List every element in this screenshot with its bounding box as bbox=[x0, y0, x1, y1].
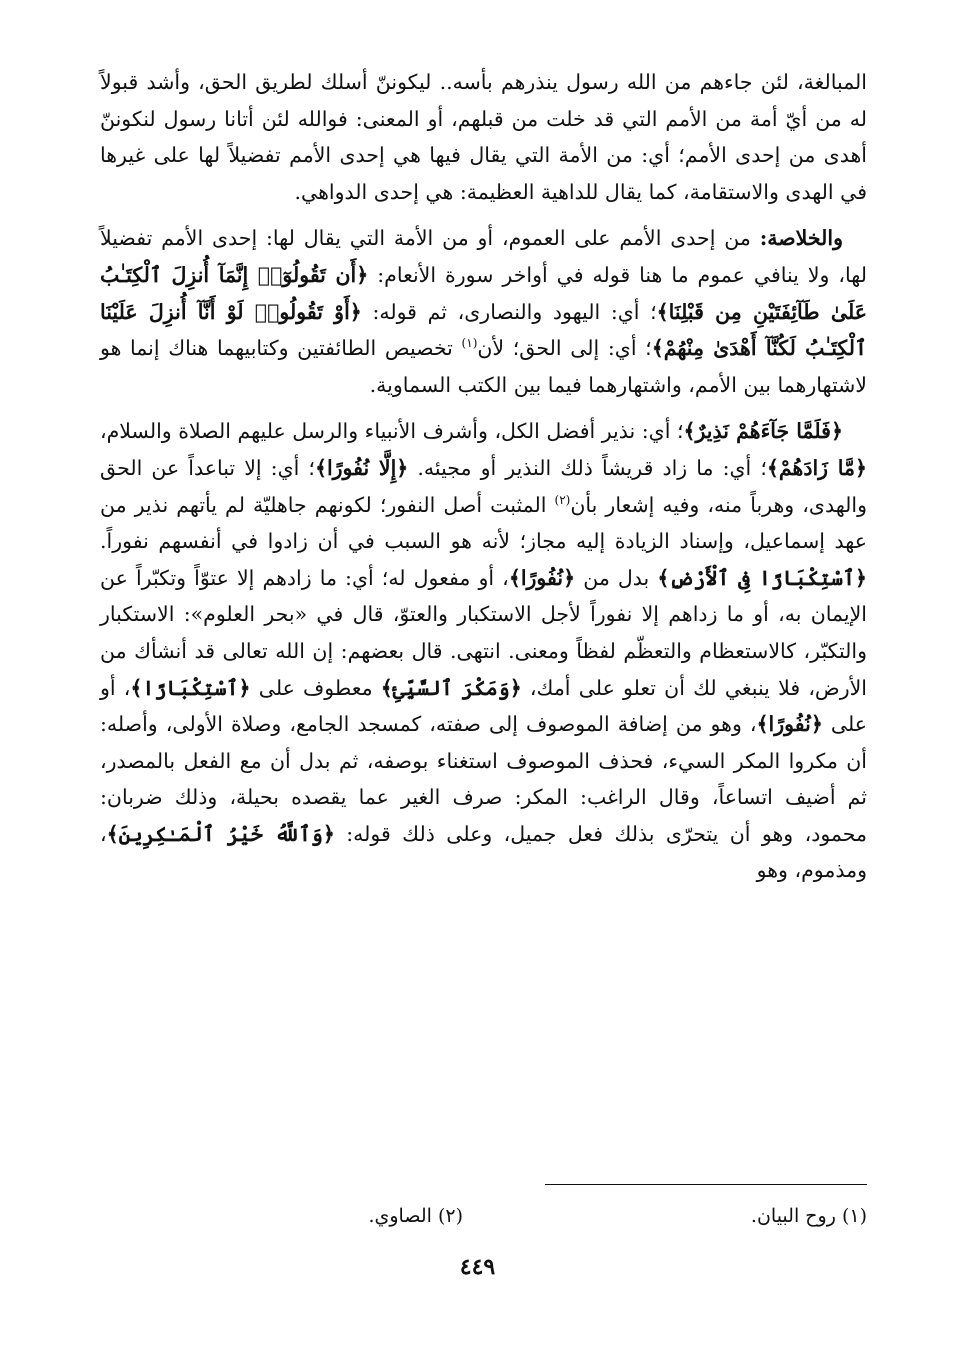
paragraph-3-text-g: معطوف على bbox=[250, 675, 381, 700]
paragraph-3-text-j: ، ومذموم، وهو bbox=[100, 821, 867, 883]
footnote-divider bbox=[545, 1184, 867, 1185]
footnotes bbox=[100, 1203, 867, 1231]
footnote-ref-2: (٢) bbox=[554, 492, 571, 507]
footnote-1 bbox=[751, 1203, 867, 1229]
page-number: ٤٤٩ bbox=[459, 1254, 496, 1280]
main-text bbox=[100, 64, 867, 889]
paragraph-2-text-a: من إحدى الأمم على العموم، أو من الأمة التي يقال لها: إحدى الأمم تفضيلاً لها، ولا ينافي عموم ما هنا قوله في أواخر سورة الأنعام: bbox=[100, 226, 867, 287]
paragraph-2-text-c: ؛ أي: إلى الحق؛ لأن bbox=[477, 336, 652, 361]
footnote-marker: (١) bbox=[841, 1205, 867, 1227]
paragraph-3-text-c: ؛ أي: إلا تباعداً عن الحق والهدى، وهرباً منه، وفيه إشعار بأن bbox=[100, 455, 867, 517]
quran-verse: ﴿مَّا زَادَهُمْ﴾ bbox=[766, 455, 867, 480]
paragraph-3 bbox=[100, 413, 867, 889]
footnote-2 bbox=[368, 1203, 463, 1229]
quran-verse: ﴿ٱسْتِكْبَارًا﴾ bbox=[130, 675, 251, 700]
footnote-text: الصاوي. bbox=[368, 1205, 432, 1227]
paragraph-2-text-b: ؛ أي: اليهود والنصارى، ثم قوله: bbox=[361, 299, 657, 324]
paragraph-3-text-a: ؛ أي: نذير أفضل الكل، وأشرف الأنبياء والرسل عليهم الصلاة والسلام، bbox=[100, 419, 684, 444]
quran-verse: ﴿وَمَكْرَ ٱلسَّيِّئِ﴾ bbox=[380, 675, 522, 700]
paragraph-3-text-h: ، أو على bbox=[100, 675, 868, 737]
paragraph-2-text-d: تخصيص الطائفتين وكتابيهما هناك إنما هو لاشتهارهما بين الأمم، واشتهارهما فيما بين الكتب السماوية. bbox=[100, 336, 867, 397]
quran-verse: ﴿نُفُورًا﴾ bbox=[756, 712, 823, 737]
paragraph-3-text-i: ، وهو من إضافة الموصوف إلى صفته، كمسجد الجامع، وصلاة الأولى، وأصله: أن مكروا المكر السيء، فحذف الموصوف استغناء بوصفه، ثم بدل أن مع الفعل بالمصدر، ثم أضيف اتساعاً، وقال الراغب: المكر: صرف الغير عما يقصده بحيلة، وذلك ضربان: محمود، وهو أن يتحرّى بذلك فعل جميل، وعلى ذلك قوله: bbox=[100, 712, 867, 846]
quran-verse: ﴿وَٱللَّهُ خَيْرُ ٱلْمَـٰكِرِينَ﴾ bbox=[106, 821, 335, 846]
footnote-marker: (٢) bbox=[437, 1205, 463, 1227]
footnote-ref-1: (١) bbox=[461, 336, 478, 351]
paragraph-3-text-b: ؛ أي: ما زاد قريشاً ذلك النذير أو مجيئه. bbox=[408, 455, 767, 480]
quran-verse: ﴿نُفُورًا﴾ bbox=[508, 565, 576, 590]
paragraph-3-text-d: المثبت أصل النفور؛ لكونهم جاهليّة لم يأتهم نذير من عهد إسماعيل، وإسناد الزيادة إليه مجاز؛ لأنه هو السبب في أن زادوا في أنفسهم نفوراً. bbox=[100, 492, 867, 554]
quran-verse: ﴿فَلَمَّا جَآءَهُمْ نَذِيرٌ﴾ bbox=[683, 419, 843, 444]
quran-verse: ﴿ٱسْتِكْبَارًا فِى ٱلْأَرْضِ﴾ bbox=[657, 565, 867, 590]
quran-verse: ﴿أَوْ تَقُولُوا۟ لَوْ أَنَّآ أُنزِلَ عَلَيْنَا ٱلْكِتَـٰبُ لَكُنَّآ أَهْدَىٰ مِنْهُمْ﴾ bbox=[100, 299, 867, 361]
paragraph-1-text: المبالغة، لئن جاءهم من الله رسول ينذرهم بأسه.. ليكوننّ أسلك لطريق الحق، وأشد قبولاً له من أيّ أمة من الأمم التي قد خلت من قبلهم، أو المعنى: فوالله لئن أتانا رسول لنكوننّ أهدى من إحدى الأمم؛ أي: من الأمة التي يقال فيها هي إحدى الأمم تفضيلاً لها على غيرها في الهدى والاستقامة، كما يقال للداهية العظيمة: هي إحدى الدواهي. bbox=[100, 70, 867, 204]
quran-verse: ﴿أَن تَقُولُوٓا۟ إِنَّمَآ أُنزِلَ ٱلْكِتَـٰبُ عَلَىٰ طَآئِفَتَيْنِ مِن قَبْلِنَا﴾ bbox=[100, 262, 867, 324]
summary-heading: والخلاصة: bbox=[759, 226, 843, 251]
paragraph-3-text-e: بدل من bbox=[575, 565, 658, 590]
paragraph-1 bbox=[100, 64, 867, 210]
paragraph-2 bbox=[100, 220, 867, 403]
footnote-text: روح البيان. bbox=[750, 1205, 836, 1227]
quran-verse: ﴿إِلَّا نُفُورًا﴾ bbox=[314, 455, 409, 480]
paragraph-3-text-f: ، أو مفعول له؛ أي: ما زادهم إلا عتوّاً وتكبّراً عن الإيمان به، أو ما زداهم إلا نفوراً لأجل الاستكبار والعتوّ، قال في «بحر العلوم»: الاستكبار والتكبّر، كالاستعظام والتعظّم لفظاً ومعنى. انتهى. قال بعضهم: إن الله تعالى قد أنشأك من الأرض، فلا ينبغي لك أن تعلو على أمك، bbox=[100, 565, 868, 700]
